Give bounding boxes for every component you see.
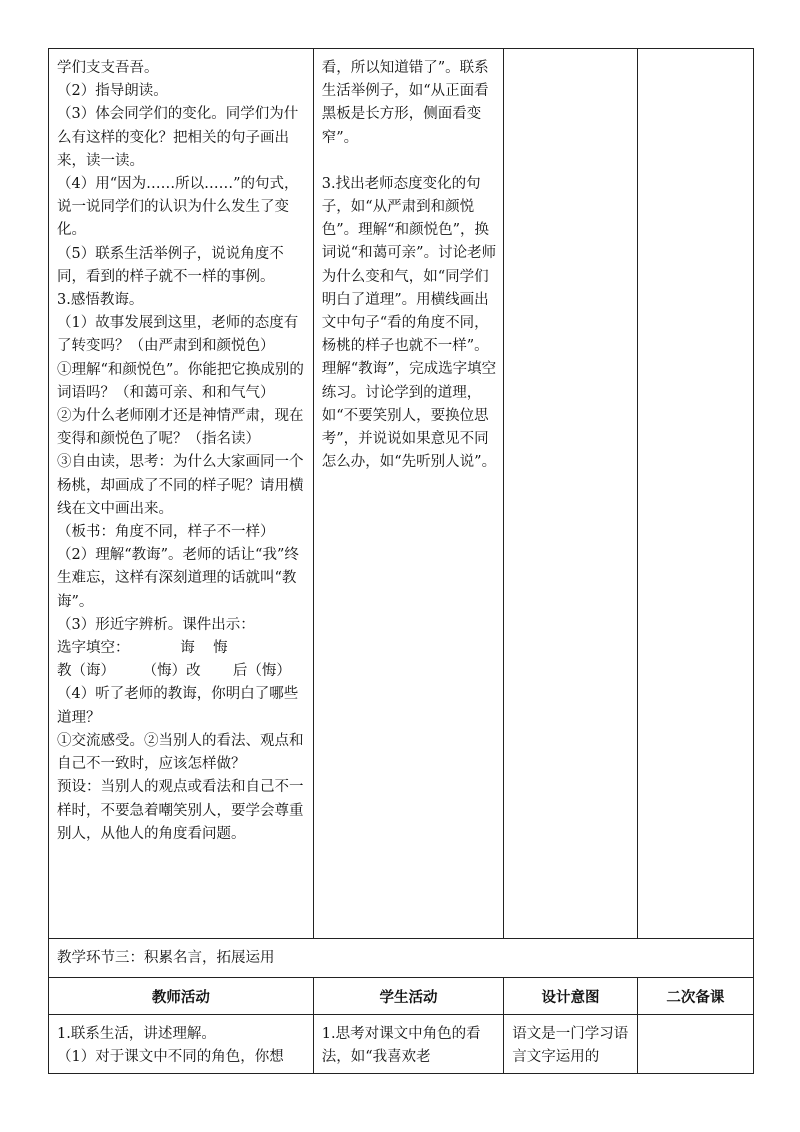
header-second-lesson: 二次备课: [637, 978, 753, 1015]
teacher-paragraph: 1.联系生活，讲述理解。: [57, 1026, 216, 1042]
header-teacher-activity: 教师活动: [49, 978, 314, 1015]
header-design-intent: 设计意图: [504, 978, 637, 1015]
student-paragraph: 1.思考对课文中角色的看法，如“我喜欢老: [321, 1026, 481, 1066]
section-row: [49, 939, 754, 978]
teacher-paragraph: （1）对于课文中不同的角色，你想: [57, 1049, 284, 1066]
teacher-paragraph: ③自由读，思考：为什么大家画同一个杨桃，却画成了不同的样子呢？请用横线在文中画出来。: [57, 454, 304, 517]
design-intent-text: [504, 49, 636, 61]
student-activity-cell: [313, 49, 504, 939]
table-row: [49, 1015, 754, 1074]
teacher-paragraph: 学们支支吾吾。: [57, 60, 159, 76]
student-paragraph: 3.找出老师态度变化的句子，如“从严肃到和颜悦色”。理解“和颜悦色”，换词说“和蔼可亲”。讨论老师为什么变和气，如“同学们明白了道理”。用横线画出文中句子“看的角度不同，杨桃的样子也就不一样”。理解“教诲”，完成选字填空练习。讨论学到的道理，如“不要笑别人，要换位思考”，并说说如果意见不同怎么办，如“先听别人说”。: [321, 175, 497, 471]
teacher-paragraph: （3）体会同学们的变化。同学们为什么有这样的变化？把相关的句子画出来，读一读。: [57, 106, 299, 169]
teacher-paragraph: ①交流感受。②当别人的看法、观点和自己不一致时，应该怎样做？: [57, 732, 304, 773]
teacher-activity-cell: [49, 49, 314, 939]
teacher-paragraph: 教（诲） （悔）改 后（悔）: [57, 663, 291, 680]
second-lesson-text: [638, 1015, 753, 1027]
teacher-paragraph: 选字填空： 诲 悔: [57, 640, 228, 657]
section-title: 教学环节三：积累名言，拓展运用: [49, 939, 754, 978]
teacher-paragraph: （4）听了老师的教诲，你明白了哪些道理？: [57, 686, 299, 726]
design-intent-cell: [504, 1015, 637, 1074]
student-paragraph: 看，所以知道错了”。联系生活举例子，如“从正面看黑板是长方形，侧面看变窄”。: [321, 60, 489, 146]
table-row: [49, 49, 754, 939]
teacher-paragraph: （4）用“因为……所以……”的句式，说一说同学们的认识为什么发生了变化。: [57, 176, 299, 239]
second-lesson-cell: [637, 1015, 753, 1074]
teacher-paragraph: （板书：角度不同，样子不一样）: [57, 524, 275, 541]
teacher-paragraph: （3）形近字辨析。课件出示：: [57, 616, 255, 633]
second-lesson-cell: [637, 49, 753, 939]
teacher-paragraph: 3.感悟教诲。: [57, 292, 144, 309]
design-intent-cell: [504, 49, 637, 939]
header-row: [49, 978, 754, 1015]
teacher-paragraph: （1）故事发展到这里，老师的态度有了转变吗？（由严肃到和颜悦色）: [57, 315, 299, 355]
teacher-paragraph: （5）联系生活举例子，说说角度不同，看到的样子就不一样的事例。: [57, 245, 284, 285]
teacher-activity-cell: [49, 1015, 314, 1074]
teacher-paragraph: （2）理解“教诲”。老师的话让“我”终生难忘，这样有深刻道理的话就叫“教诲”。: [57, 547, 299, 610]
header-student-activity: 学生活动: [313, 978, 504, 1015]
teacher-paragraph: ②为什么老师刚才还是神情严肃，现在变得和颜悦色了呢？（指名读）: [57, 408, 304, 448]
design-intent-text: 语文是一门学习语言文字运用的: [512, 1026, 629, 1066]
teacher-paragraph: （2）指导朗读。: [57, 83, 168, 100]
lesson-plan-table: [48, 48, 754, 1074]
student-activity-cell: [313, 1015, 504, 1074]
teacher-paragraph: 预设：当别人的观点或看法和自己不一样时，不要急着嘲笑别人，要学会尊重别人，从他人的角度看问题。: [57, 779, 304, 842]
second-lesson-text: [638, 49, 753, 61]
teacher-paragraph: ①理解“和颜悦色”。你能把它换成别的词语吗？（和蔼可亲、和和气气）: [57, 361, 304, 401]
